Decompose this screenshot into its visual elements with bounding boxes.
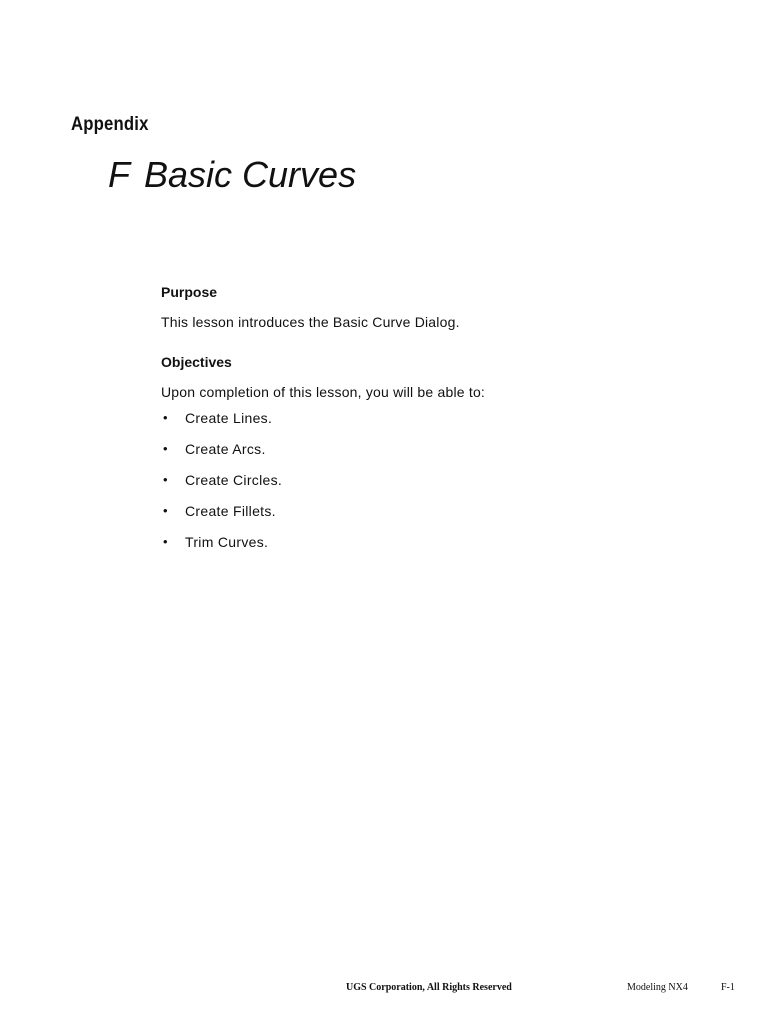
objective-text: Create Lines. bbox=[185, 410, 273, 426]
footer-product-name: Modeling NX4 bbox=[627, 982, 688, 993]
objective-text: Create Circles. bbox=[185, 472, 283, 488]
chapter-title bbox=[108, 154, 356, 196]
list-item bbox=[161, 533, 721, 551]
list-item bbox=[161, 409, 721, 427]
objective-text: Create Arcs. bbox=[185, 441, 266, 457]
objective-text: Trim Curves. bbox=[185, 534, 269, 550]
bullet-icon: • bbox=[163, 534, 168, 549]
objectives-heading: Objectives bbox=[161, 354, 232, 370]
purpose-heading: Purpose bbox=[161, 284, 218, 300]
chapter-title-text: Basic Curves bbox=[144, 154, 357, 195]
list-item bbox=[161, 502, 721, 520]
footer-page-number: F-1 bbox=[721, 982, 735, 993]
footer-copyright: UGS Corporation, All Rights Reserved bbox=[346, 982, 512, 993]
list-item bbox=[161, 440, 721, 458]
bullet-icon: • bbox=[163, 503, 168, 518]
list-item bbox=[161, 471, 721, 489]
objectives-intro: Upon completion of this lesson, you will be able to: bbox=[161, 384, 486, 400]
objectives-list bbox=[161, 409, 721, 551]
chapter-letter: F bbox=[108, 154, 130, 195]
bullet-icon: • bbox=[163, 441, 168, 456]
bullet-icon: • bbox=[163, 410, 168, 425]
lesson-content bbox=[161, 283, 721, 564]
objective-text: Create Fillets. bbox=[185, 503, 276, 519]
appendix-label: Appendix bbox=[71, 114, 149, 135]
bullet-icon: • bbox=[163, 472, 168, 487]
purpose-text: This lesson introduces the Basic Curve Dialog. bbox=[161, 314, 460, 330]
